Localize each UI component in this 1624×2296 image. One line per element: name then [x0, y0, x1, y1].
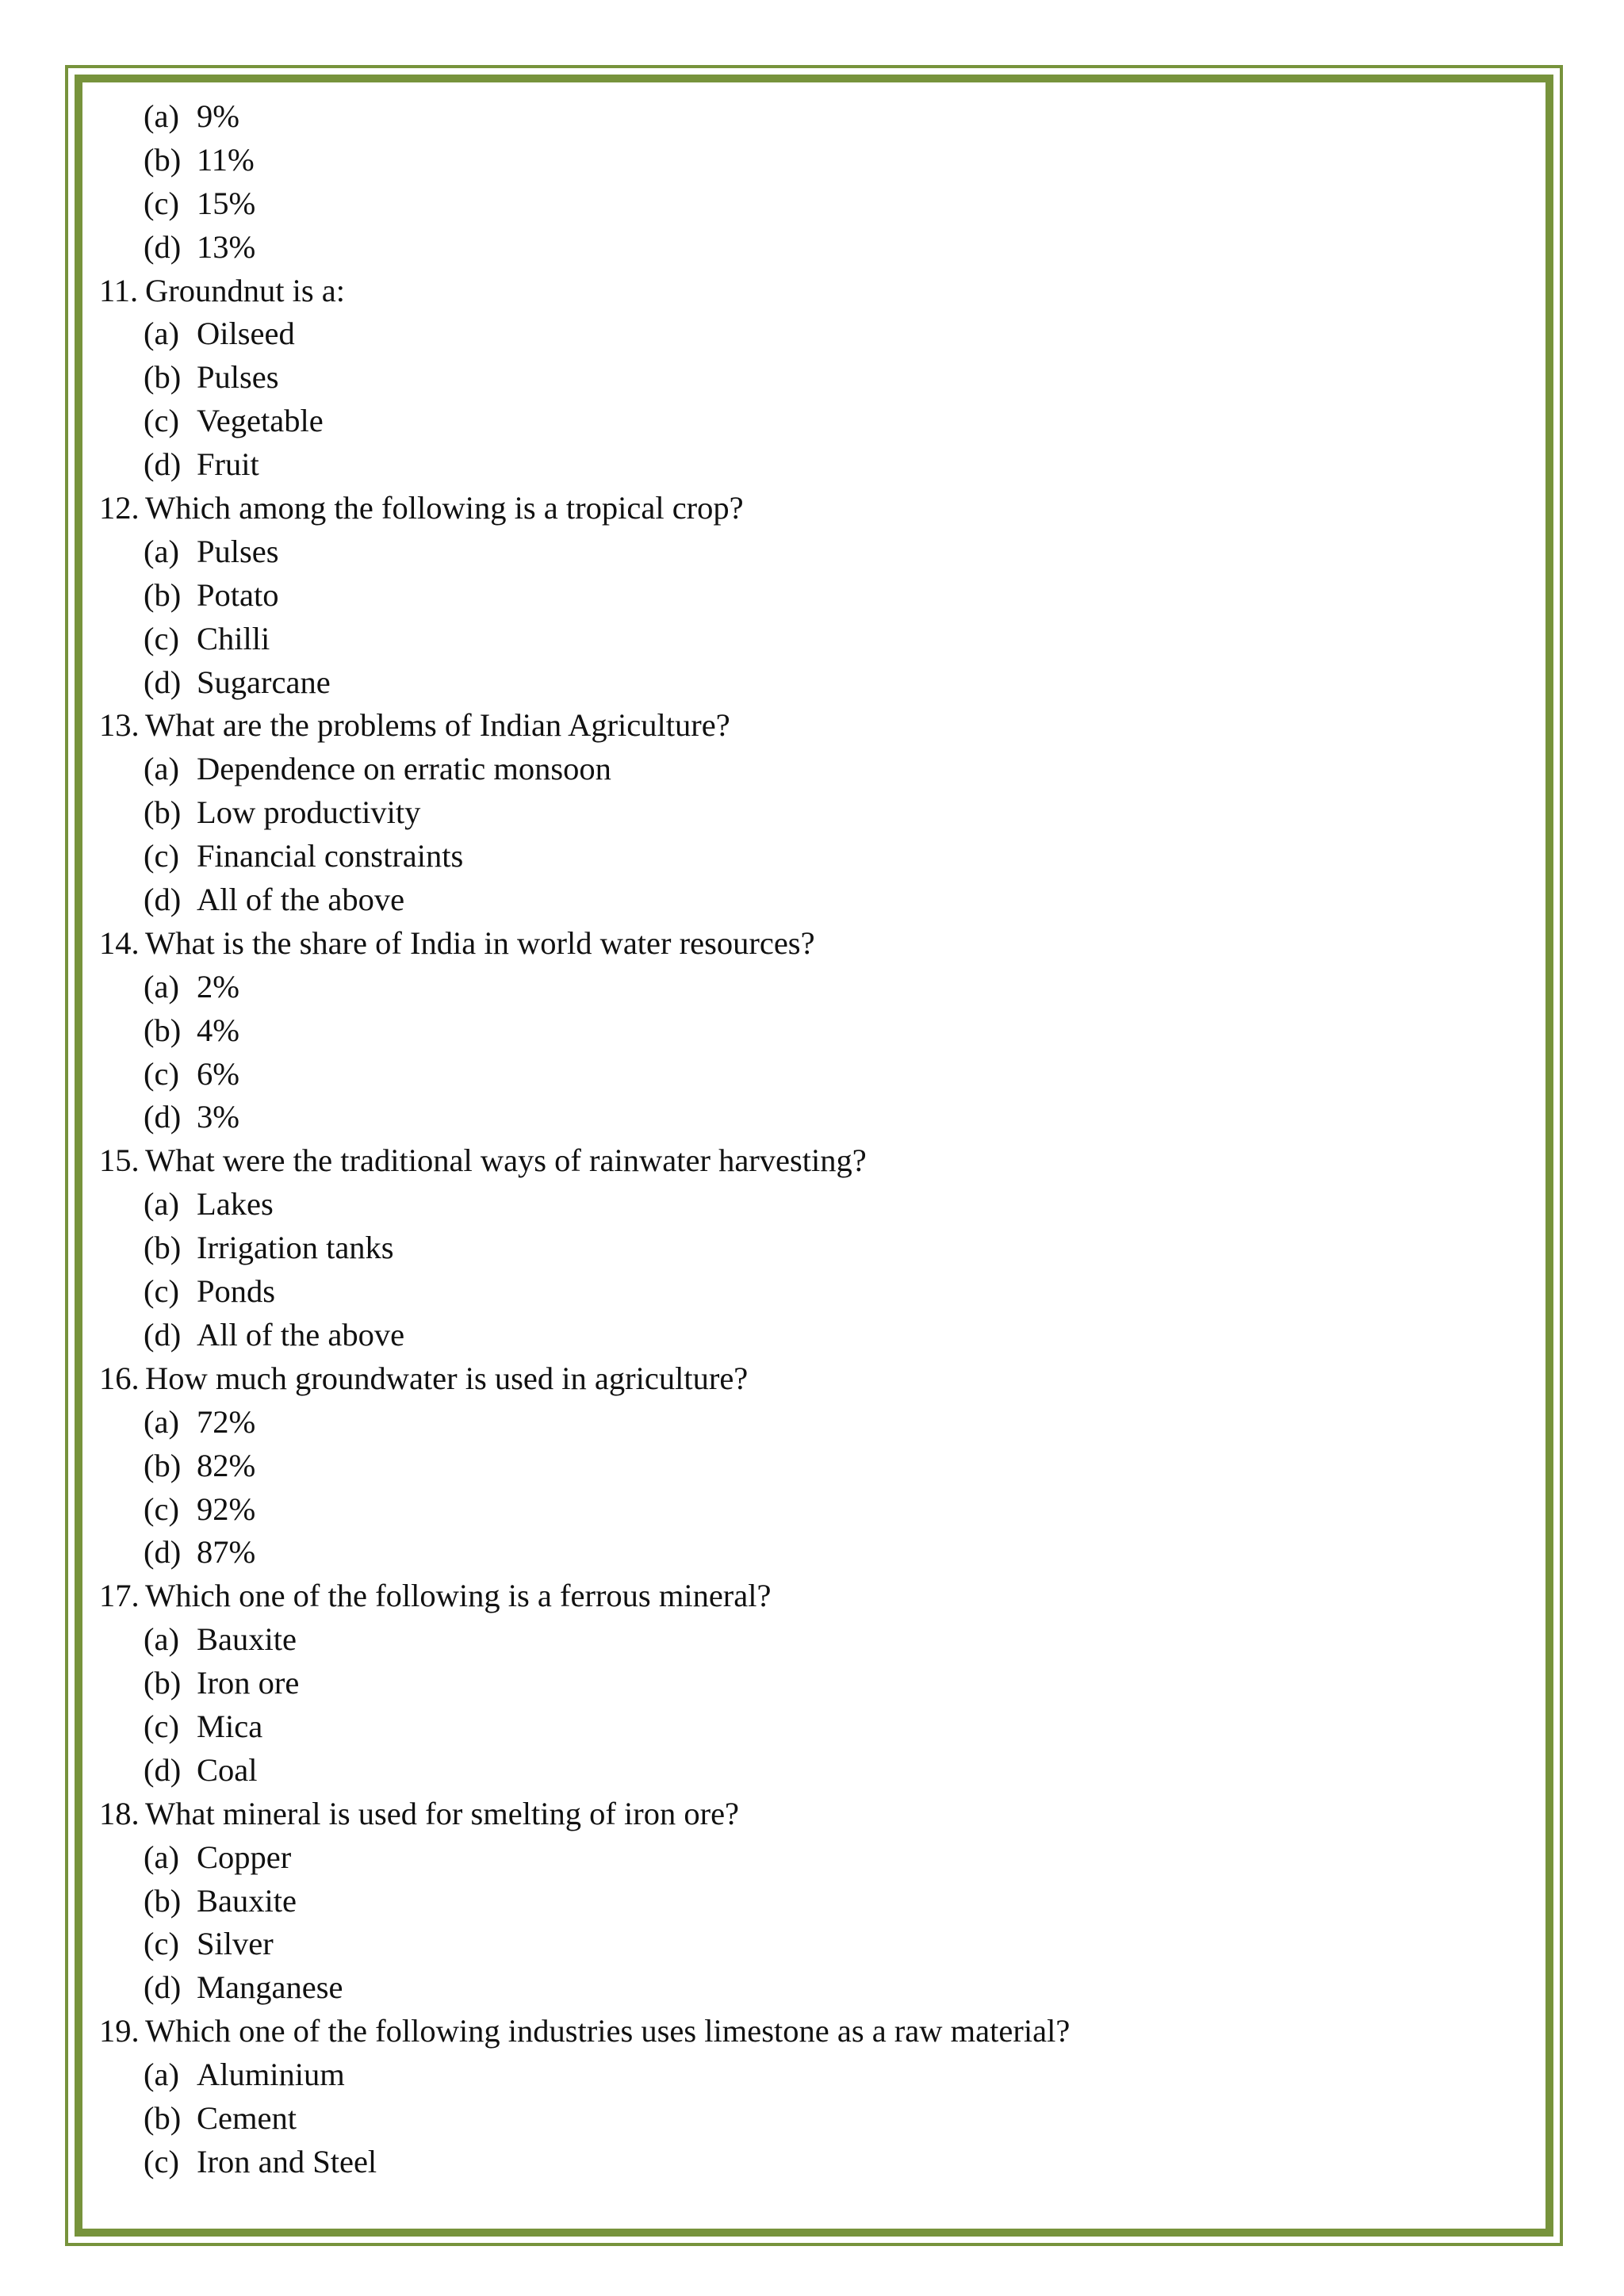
option-item: (a) Pulses	[144, 533, 279, 569]
option-item: (c) Financial constraints	[144, 838, 464, 874]
option-item: (b) Potato	[144, 576, 279, 613]
option-item: (d) Manganese	[144, 1969, 343, 2006]
option-item: (a) 72%	[144, 1403, 256, 1440]
option-item: (b) Low productivity	[144, 794, 421, 831]
option-item: (b) Pulses	[144, 359, 279, 396]
option-item: (c) Ponds	[144, 1273, 276, 1310]
question-item: 14. What is the share of India in world water resources?	[99, 924, 815, 961]
option-item: (c) Vegetable	[144, 403, 324, 439]
option-item: (a) Dependence on erratic monsoon	[144, 751, 611, 787]
question-item: 19. Which one of the following industries uses limestone as a raw material?	[99, 2013, 1071, 2049]
question-item: 18. What mineral is used for smelting of iron ore?	[99, 1795, 740, 1831]
option-item: (c) Silver	[144, 1926, 274, 1962]
question-list	[99, 95, 1511, 2184]
option-item: (d) All of the above	[144, 882, 405, 918]
option-item: (a) Copper	[144, 1839, 292, 1875]
option-item: (b) 82%	[144, 1447, 256, 1483]
option-item: (b) Irrigation tanks	[144, 1230, 394, 1266]
option-item: (c) Chilli	[144, 620, 270, 656]
option-item: (a) Aluminium	[144, 2057, 345, 2093]
question-item: 16. How much groundwater is used in agriculture?	[99, 1360, 749, 1396]
option-item: (b) 4%	[144, 1012, 239, 1048]
option-item: (a) Oilseed	[144, 316, 295, 352]
option-item: (d) 87%	[144, 1534, 256, 1571]
option-item: (c) 15%	[144, 185, 256, 221]
option-item: (b) Cement	[144, 2099, 297, 2136]
option-item: (a) 2%	[144, 968, 239, 1004]
option-item: (d) 3%	[144, 1099, 239, 1135]
option-item: (d) 13%	[144, 228, 256, 265]
option-item: (d) Fruit	[144, 446, 259, 483]
option-item: (b) 11%	[144, 141, 255, 178]
option-item: (c) 6%	[144, 1055, 239, 1092]
question-item: 12. Which among the following is a tropical crop?	[99, 490, 744, 526]
option-item: (a) Bauxite	[144, 1621, 297, 1658]
option-item: (b) Iron ore	[144, 1665, 300, 1701]
option-item: (d) All of the above	[144, 1316, 405, 1353]
question-item: 11. Groundnut is a:	[99, 272, 345, 308]
option-item: (a) Lakes	[144, 1186, 274, 1223]
option-item: (d) Coal	[144, 1751, 258, 1788]
option-item: (a) 9%	[144, 98, 239, 134]
question-item: 13. What are the problems of Indian Agriculture?	[99, 707, 730, 744]
question-item: 15. What were the traditional ways of rainwater harvesting?	[99, 1142, 867, 1179]
option-item: (b) Bauxite	[144, 1882, 297, 1919]
option-item: (c) Iron and Steel	[144, 2143, 377, 2179]
question-item: 17. Which one of the following is a ferrous mineral?	[99, 1578, 772, 1614]
option-item: (d) Sugarcane	[144, 664, 331, 700]
option-item: (c) 92%	[144, 1490, 256, 1527]
option-item: (c) Mica	[144, 1708, 263, 1744]
